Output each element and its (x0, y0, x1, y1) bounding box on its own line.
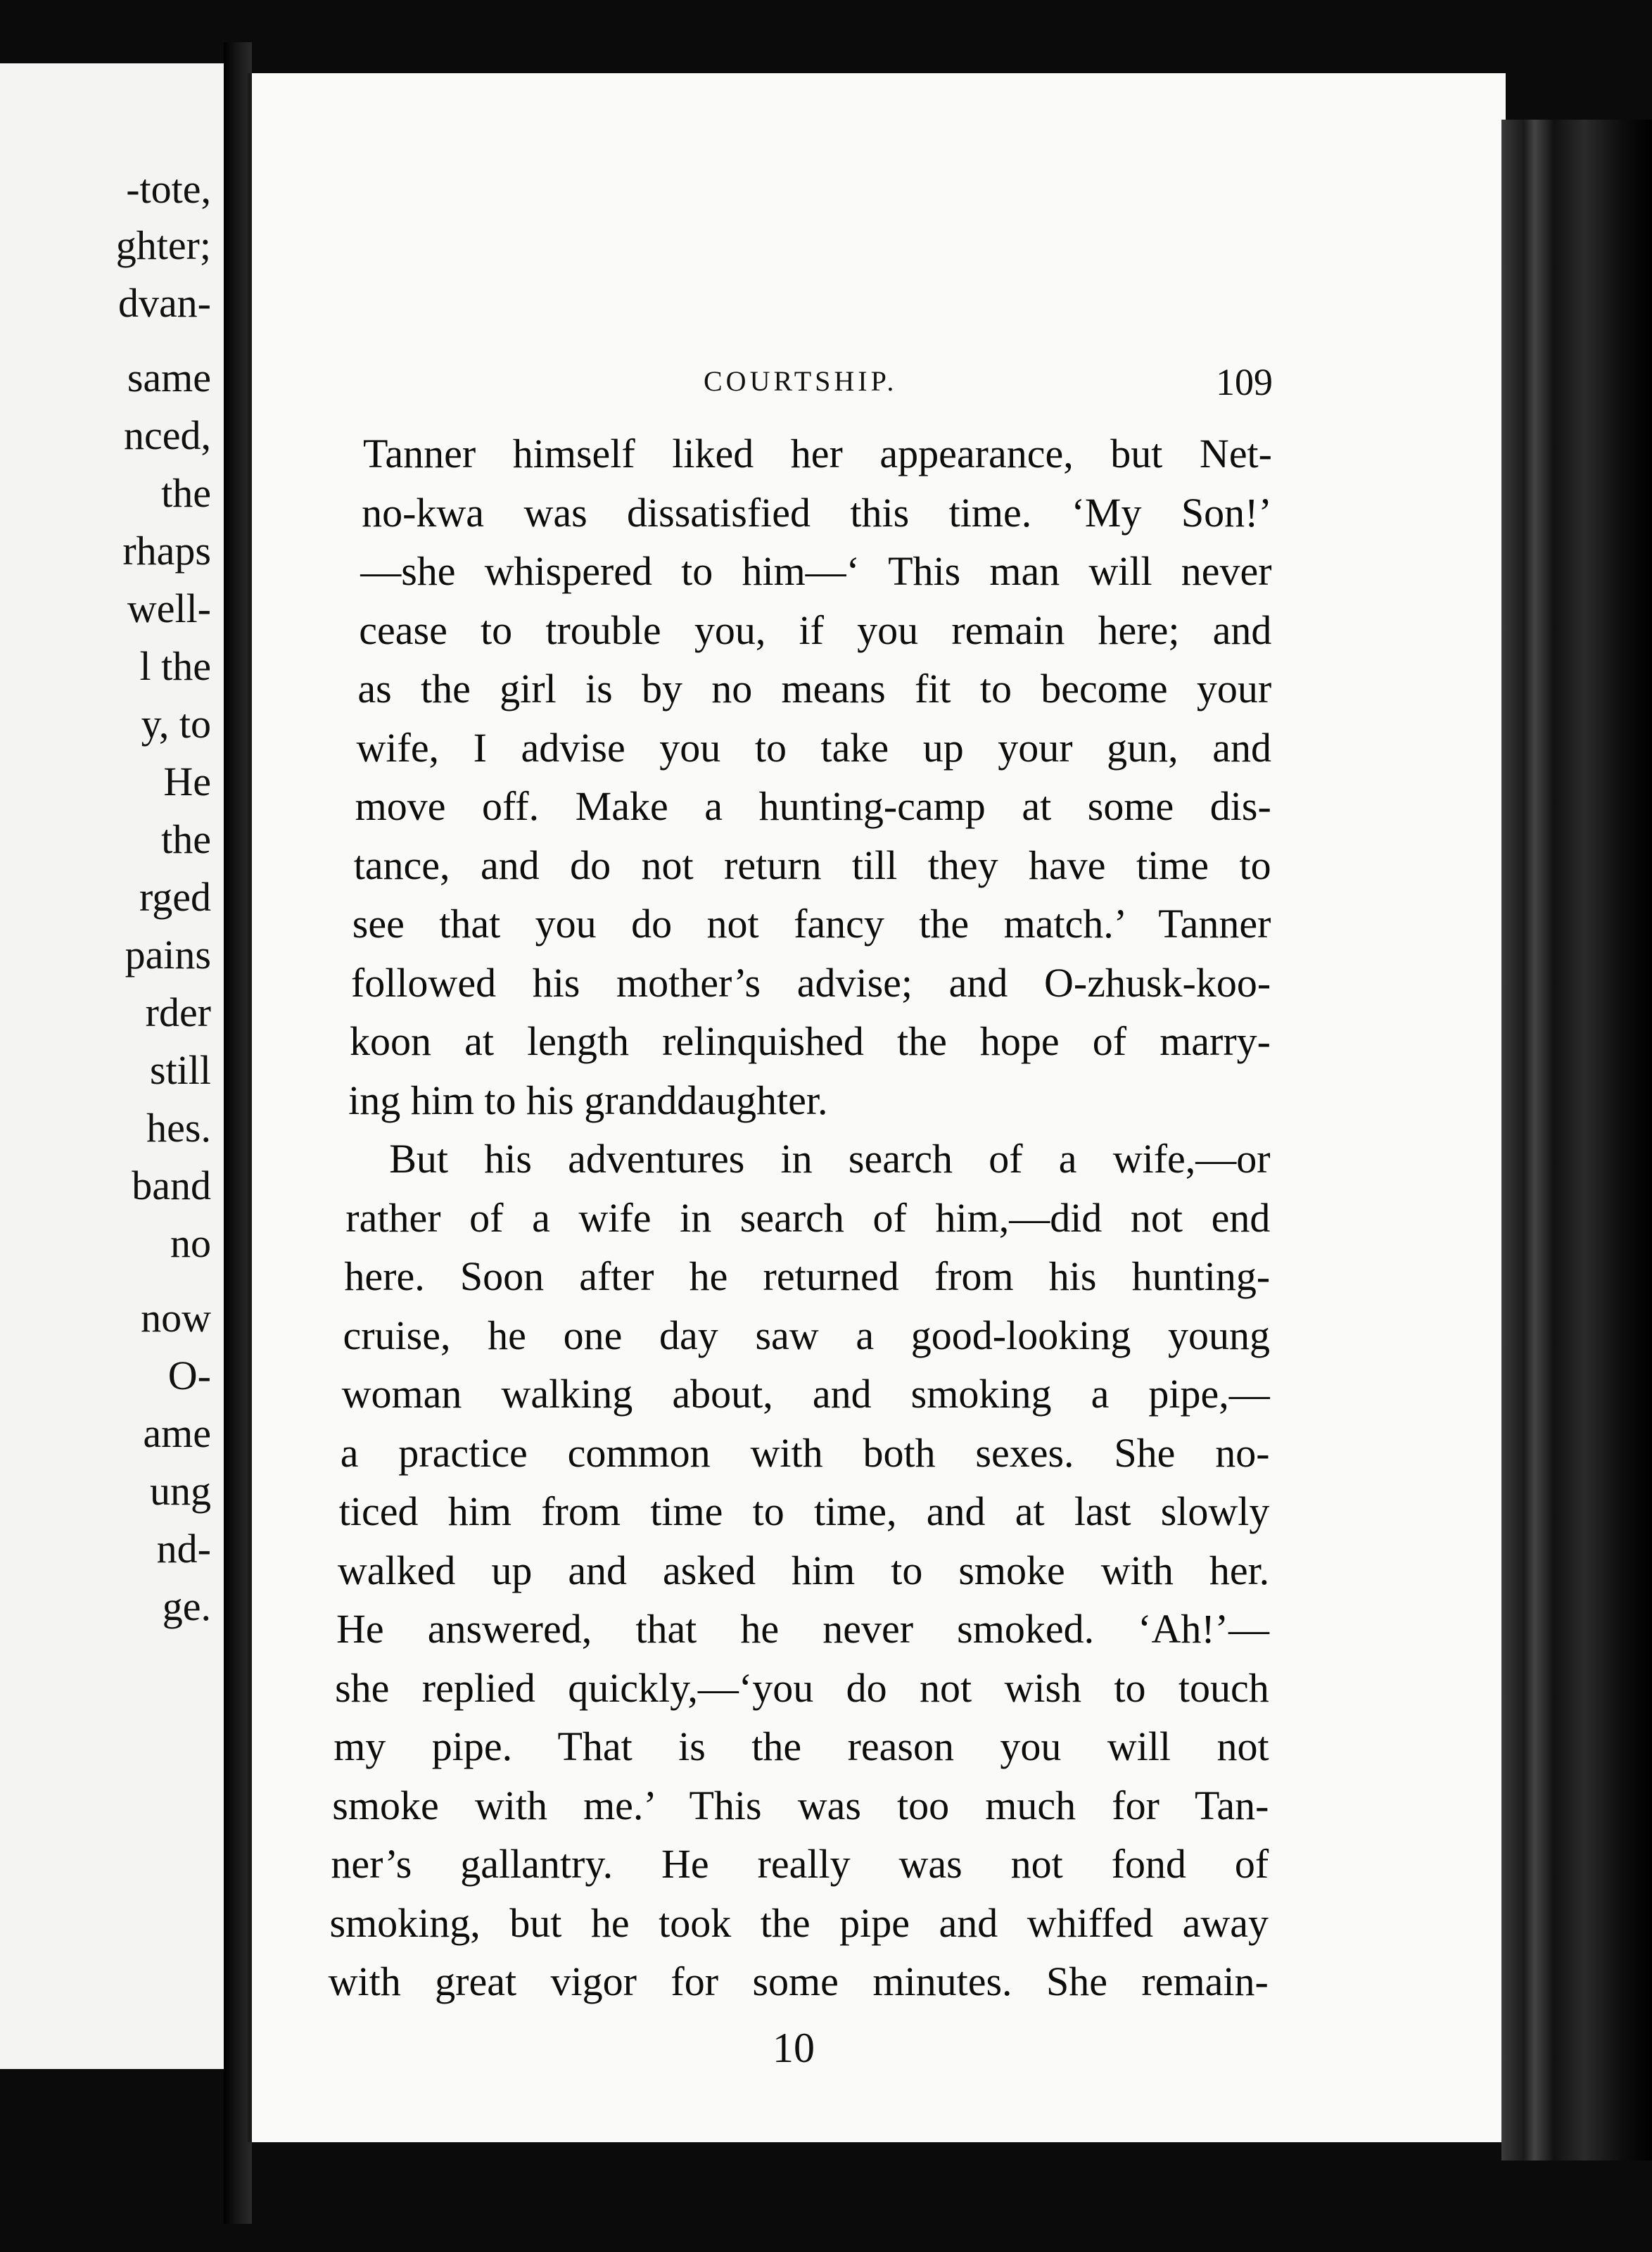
text-line: with great vigor for some minutes. She remain- (328, 1959, 1269, 2004)
facing-page-fragment: He (163, 759, 211, 804)
facing-page-fragment: pains (125, 932, 211, 978)
facing-page-fragment: ame (143, 1410, 211, 1456)
text-line: wife, I advise you to take up your gun, and (356, 724, 1271, 771)
text-line: ner’s gallantry. He really was not fond of (331, 1841, 1269, 1887)
running-head (252, 360, 1506, 417)
text-line: as the girl is by no means fit to become your (357, 666, 1272, 711)
text-line: —she whispered to him—‘ This man will never (360, 548, 1272, 594)
signature-mark: 10 (773, 2025, 815, 2071)
facing-page-fragment: band (132, 1163, 211, 1208)
facing-page-fragment: rhaps (122, 528, 211, 574)
text-line: ing him to his granddaughter. (348, 1077, 828, 1123)
text-line: she replied quickly,—‘you do not wish to touch (335, 1664, 1269, 1711)
facing-page-fragment: well- (127, 586, 211, 631)
text-line: walked up and asked him to smoke with her. (337, 1547, 1270, 1593)
facing-page-fragment: O- (167, 1353, 211, 1398)
text-line: koon at length relinquished the hope of marry- (350, 1018, 1271, 1064)
facing-page-left (0, 63, 228, 2069)
page-edges-binding (1501, 120, 1652, 2161)
facing-page-fragment: nd- (156, 1526, 211, 1571)
text-line: woman walking about, and smoking a pipe,— (341, 1371, 1270, 1417)
facing-page-fragment: now (141, 1295, 211, 1341)
text-line: tance, and do not return till they have time to (353, 842, 1271, 888)
facing-page-fragment: rged (139, 874, 211, 920)
facing-page-fragment: same (127, 355, 211, 400)
text-line: He answered, that he never smoked. ‘Ah!’— (336, 1606, 1269, 1652)
text-line: But his adventures in search of a wife,—or (389, 1136, 1271, 1182)
facing-page-fragment: nced, (124, 412, 211, 458)
text-line: ticed him from time to time, and at last slowly (338, 1488, 1270, 1534)
text-line: here. Soon after he returned from his hunting- (344, 1253, 1271, 1299)
facing-page-fragment: rder (145, 989, 211, 1035)
facing-page-fragment: -tote, (126, 166, 211, 212)
text-line: followed his mother’s advise; and O-zhusk-koo- (350, 959, 1271, 1006)
text-line: cease to trouble you, if you remain here; and (359, 607, 1272, 653)
text-line: a practice common with both sexes. She no- (340, 1429, 1270, 1476)
text-line: Tanner himself liked her appearance, but Net- (363, 431, 1272, 476)
text-line: smoking, but he took the pipe and whiffed away (329, 1899, 1269, 1946)
text-line: move off. Make a hunting-camp at some dis- (355, 783, 1271, 829)
facing-page-fragment: still (149, 1047, 211, 1093)
facing-page-fragment: ghter; (115, 222, 211, 268)
facing-page-fragment: dvan- (117, 280, 211, 326)
text-line: my pipe. That is the reason you will not (333, 1723, 1269, 1769)
text-line: cruise, he one day saw a good-looking young (343, 1312, 1270, 1358)
facing-page-fragment: the (161, 470, 211, 516)
facing-page-fragment: l the (139, 643, 211, 689)
facing-page-fragment: ge. (162, 1583, 211, 1629)
facing-page-fragment: hes. (146, 1105, 211, 1151)
facing-page-fragment: ung (150, 1468, 211, 1514)
facing-page-fragment: no (170, 1220, 211, 1266)
running-title: COURTSHIP. (704, 365, 898, 397)
page-number: 109 (1216, 361, 1273, 403)
facing-page-fragment: y, to (141, 701, 211, 747)
text-line: rather of a wife in search of him,—did not end (345, 1194, 1271, 1241)
book-page (248, 73, 1506, 2142)
text-line: see that you do not fancy the match.’ Tanner (352, 901, 1271, 947)
text-line: no-kwa was dissatisfied this time. ‘My Son!’ (362, 489, 1272, 536)
text-line: smoke with me.’ This was too much for Tan- (332, 1782, 1269, 1828)
facing-page-fragment: the (161, 816, 211, 862)
